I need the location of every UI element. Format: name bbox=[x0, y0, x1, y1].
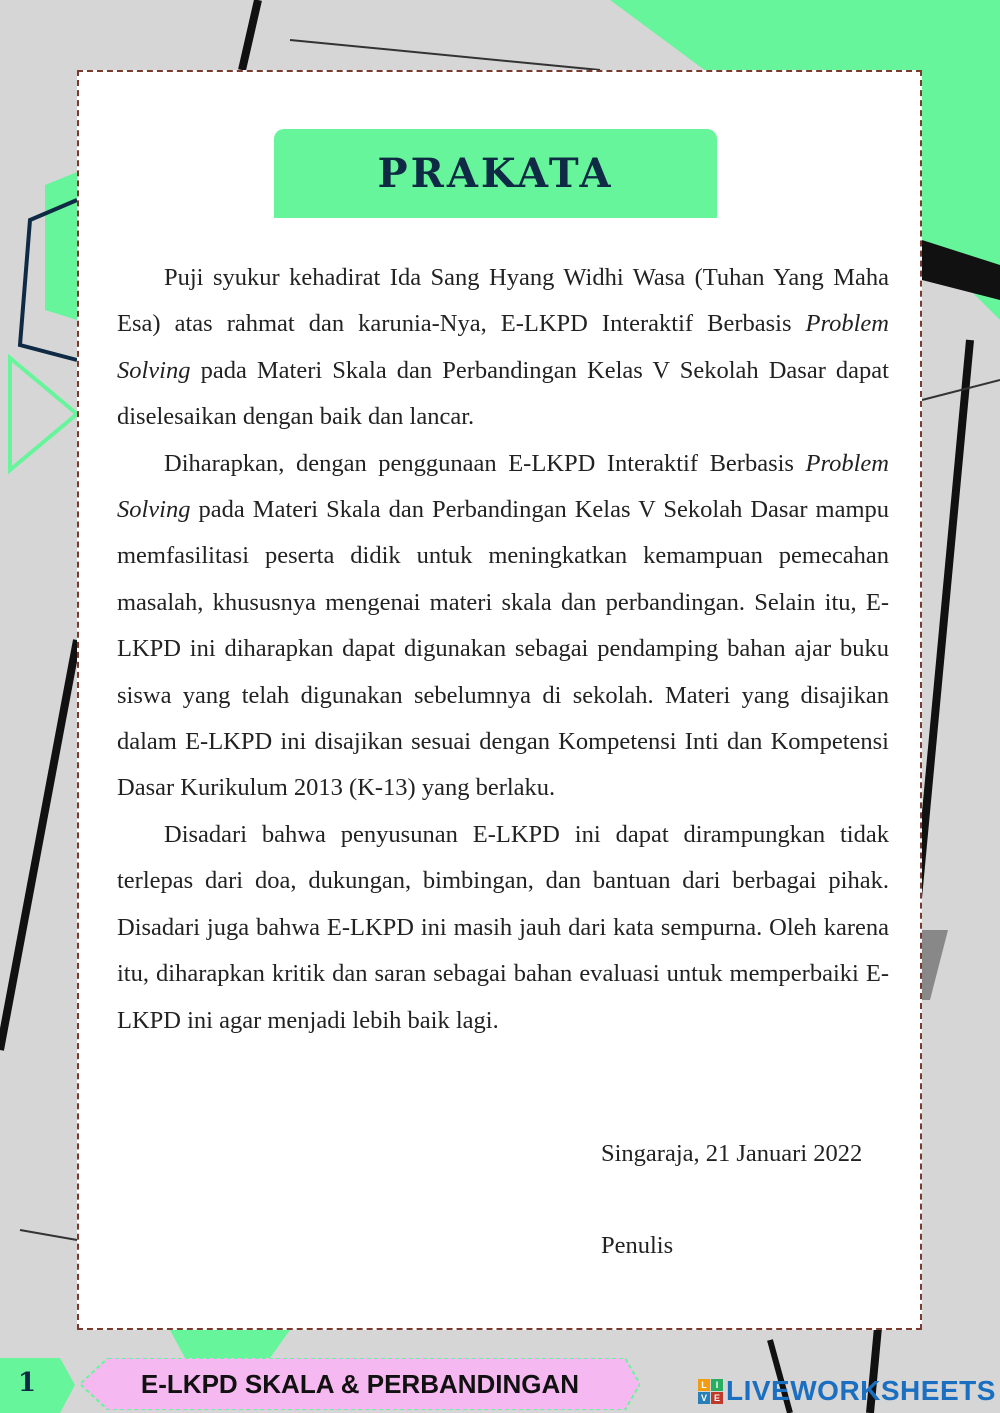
liveworksheets-logo-icon: L I V E bbox=[698, 1379, 723, 1404]
page-number: 1 bbox=[18, 1368, 37, 1398]
green-footer-strip bbox=[0, 1358, 75, 1413]
liveworksheets-brand[interactable] bbox=[698, 1374, 996, 1408]
black-frame-line-3 bbox=[0, 640, 77, 1050]
thin-frame-line-1 bbox=[290, 40, 600, 70]
author-signature: Penulis bbox=[601, 1232, 674, 1259]
liveworksheets-text: LIVEWORKSHEETS bbox=[726, 1375, 996, 1406]
paragraph-segment: Problem Solving bbox=[117, 310, 889, 384]
green-triangle-outline bbox=[10, 358, 77, 470]
paragraph-segment: Disadari bahwa penyusunan E-LKPD ini dapat dirampungkan tidak terlepas dari doa, dukungan, bimbingan, dan bantuan dari berbagai pihak. Disadari juga bahwa E-LKPD ini masih jauh dari kata sempurna. Oleh karena itu, diharapkan kritik dan saran sebagai bahan evaluasi untuk memperbaiki E-LKPD ini agar menjadi lebih baik lagi. bbox=[117, 820, 889, 1034]
footer-banner-text: E-LKPD SKALA & PERBANDINGAN bbox=[140, 1368, 580, 1399]
preface-body bbox=[117, 255, 889, 1044]
paragraph-segment: Puji syukur kehadirat Ida Sang Hyang Widhi Wasa (Tuhan Yang Maha Esa) atas rahmat dan karunia-Nya, E-LKPD Interaktif Berbasis bbox=[117, 264, 889, 338]
paragraph-3 bbox=[117, 812, 889, 1044]
title-box bbox=[274, 129, 717, 218]
green-left-shape bbox=[45, 172, 77, 320]
thin-frame-line-3 bbox=[20, 1230, 77, 1240]
green-bottom-shape bbox=[170, 1330, 290, 1358]
paragraph-segment: Diharapkan, dengan penggunaan E-LKPD Interaktif Berbasis bbox=[164, 449, 806, 477]
page-card bbox=[77, 70, 922, 1330]
paragraph-2 bbox=[117, 441, 889, 812]
paragraph-segment: Problem Solving bbox=[117, 449, 889, 524]
page-title: PRAKATA bbox=[377, 150, 614, 197]
gray-frame-right bbox=[922, 930, 948, 1000]
black-frame-line-1 bbox=[242, 0, 258, 70]
paragraph-1 bbox=[117, 255, 889, 441]
place-date: Singaraja, 21 Januari 2022 bbox=[601, 1140, 863, 1167]
paragraph-segment: pada Materi Skala dan Perbandingan Kelas V Sekolah Dasar dapat diselesaikan dengan baik dan lancar. bbox=[117, 356, 889, 431]
closing-block bbox=[601, 1140, 901, 1260]
paragraph-segment: pada Materi Skala dan Perbandingan Kelas V Sekolah Dasar mampu memfasilitasi peserta didik untuk meningkatkan kemampuan pemecahan masalah, khususnya mengenai materi skala dan perbandingan. Selain itu, E-LKPD ini diharapkan dapat digunakan sebagai pendamping bahan ajar buku siswa yang telah digunakan sebelumnya di sekolah. Materi yang disajikan dalam E-LKPD ini disajikan sesuai dengan Kompetensi Inti dan Kompetensi Dasar Kurikulum 2013 (K-13) yang berlaku. bbox=[117, 496, 889, 802]
footer-banner bbox=[80, 1358, 640, 1410]
